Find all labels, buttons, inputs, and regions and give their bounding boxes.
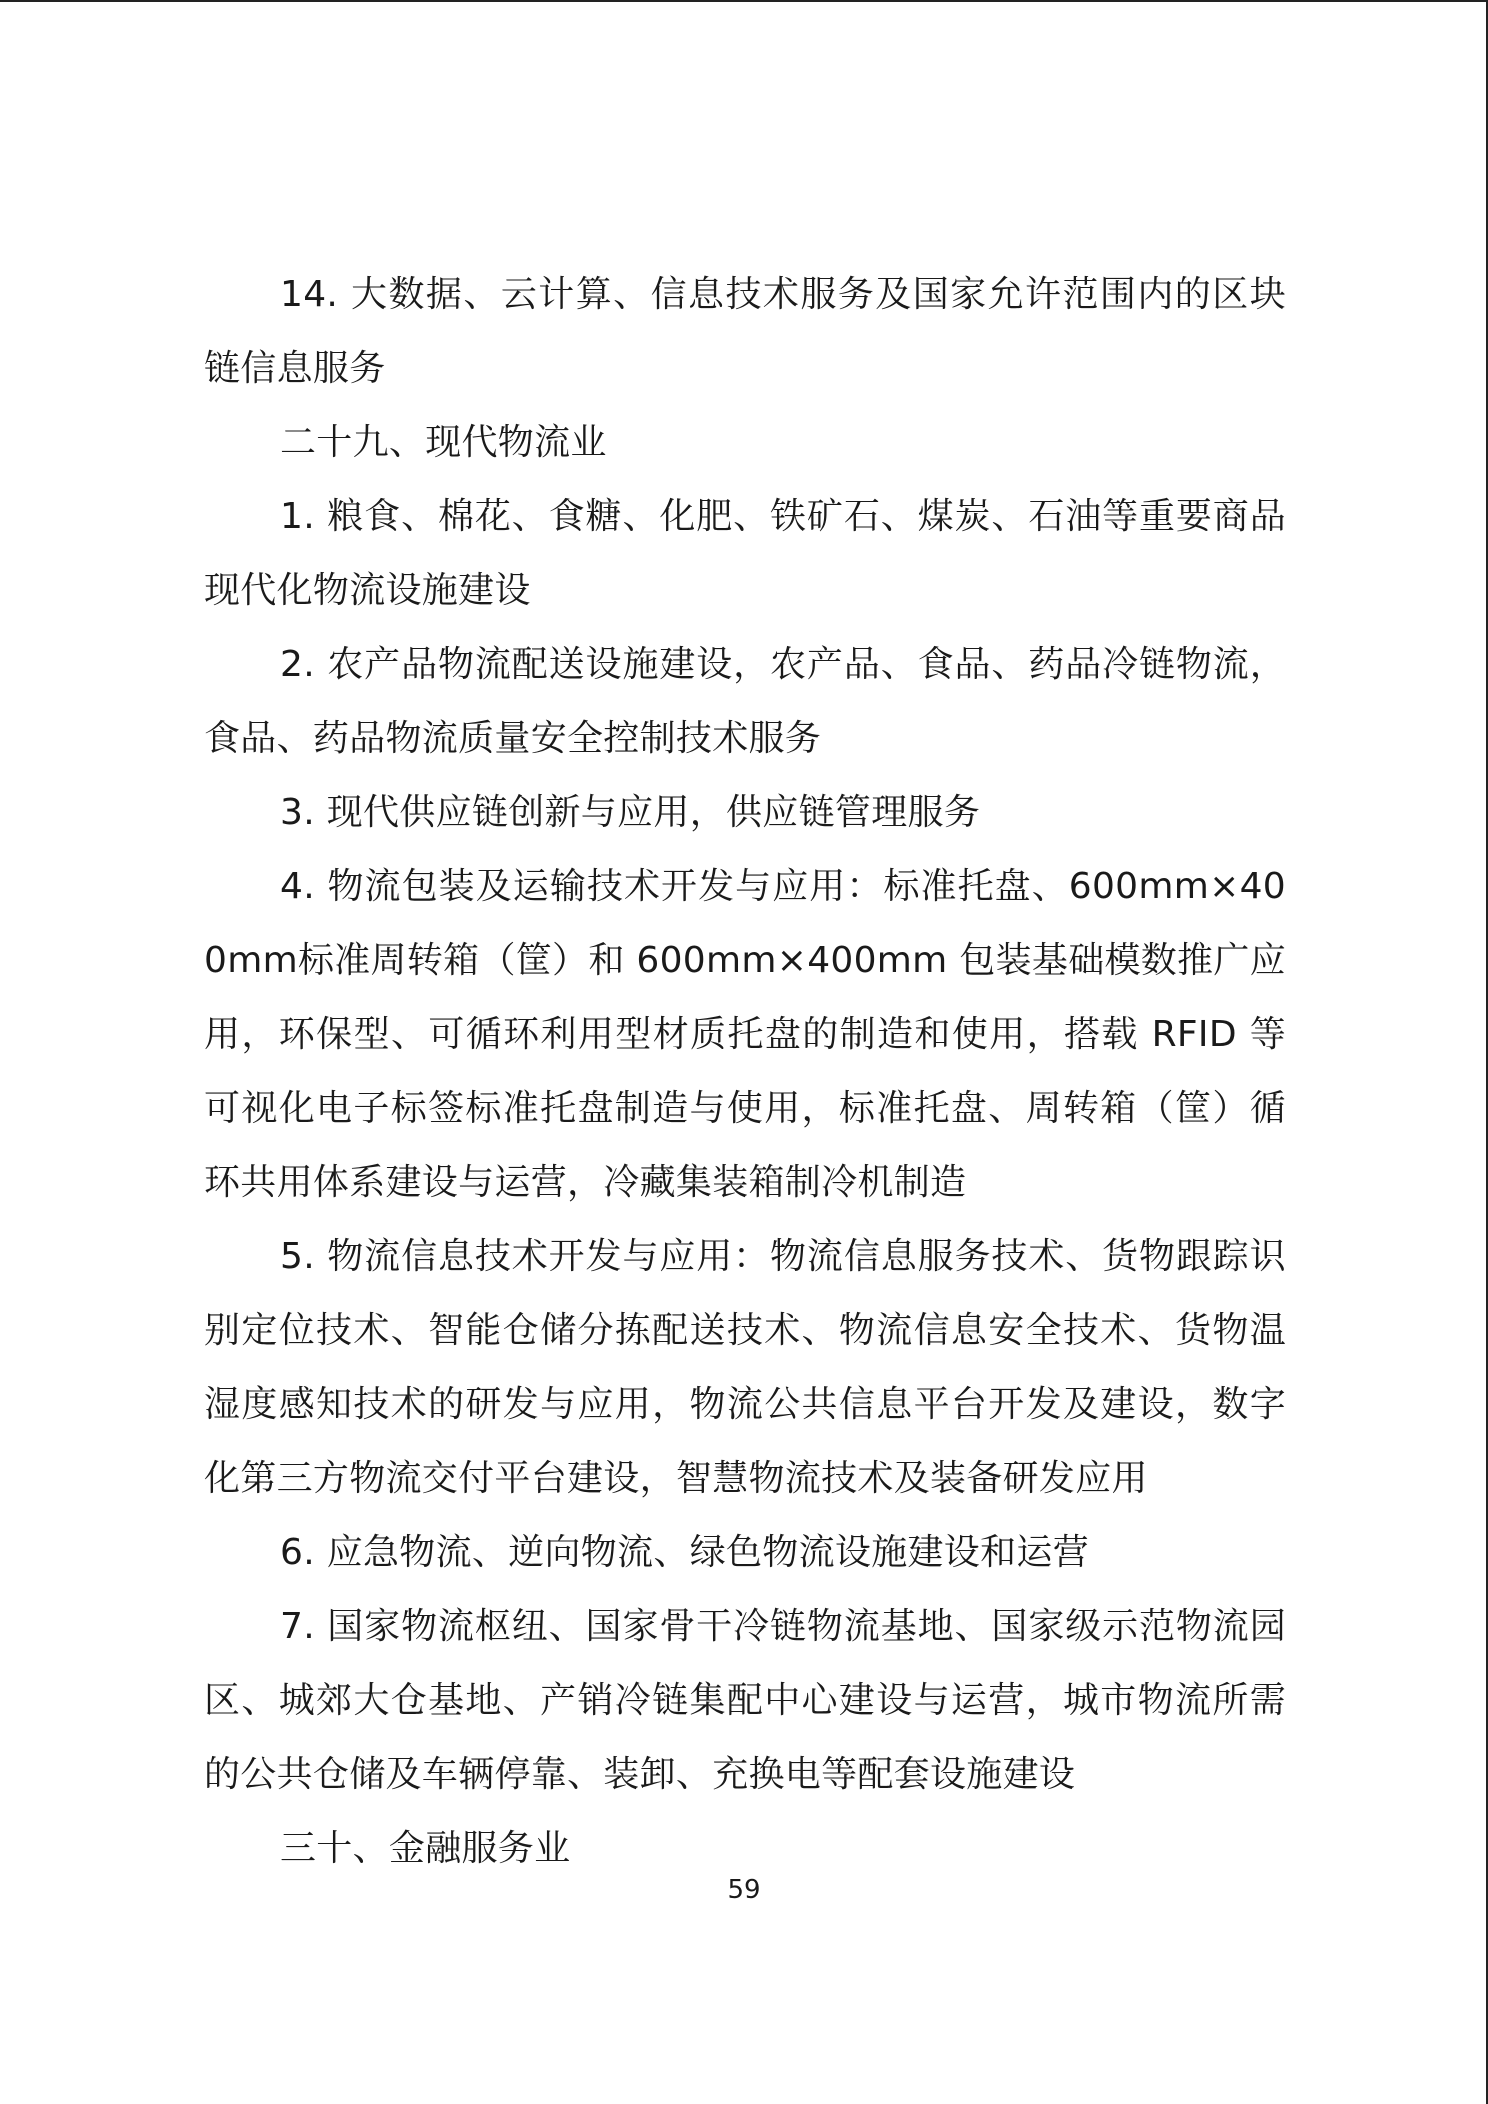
paragraph-item-7: 7. 国家物流枢纽、国家骨干冷链物流基地、国家级示范物流园区、城郊大仓基地、产销冷链集配中心建设与运营，城市物流所需的公共仓储及车辆停靠、装卸、充换电等配套设施建设 [204,1606,1286,1795]
paragraph-item-2: 2. 农产品物流配送设施建设，农产品、食品、药品冷链物流，食品、药品物流质量安全控制技术服务 [204,644,1286,759]
document-body [204,258,1286,1886]
paragraph-item-5: 5. 物流信息技术开发与应用：物流信息服务技术、货物跟踪识别定位技术、智能仓储分拣配送技术、物流信息安全技术、货物温湿度感知技术的研发与应用，物流公共信息平台开发及建设，数字化第三方物流交付平台建设，智慧物流技术及装备研发应用 [204,1236,1286,1499]
paragraph-item-4: 4. 物流包装及运输技术开发与应用：标准托盘、600mm×400mm标准周转箱（筐）和 600mm×400mm 包装基础模数推广应用，环保型、可循环利用型材质托盘的制造和使用，搭载 RFID 等可视化电子标签标准托盘制造与使用，标准托盘、周转箱（筐）循环共用体系建设与运营，冷藏集装箱制冷机制造 [204,866,1286,1203]
page-top-border [0,0,1488,2]
section-heading-30: 三十、金融服务业 [280,1828,571,1869]
page-number: 59 [727,1875,761,1905]
paragraph-item-1: 1. 粮食、棉花、食糖、化肥、铁矿石、煤炭、石油等重要商品现代化物流设施建设 [204,496,1286,611]
paragraph-item-3: 3. 现代供应链创新与应用，供应链管理服务 [280,792,981,833]
paragraph-item-6: 6. 应急物流、逆向物流、绿色物流设施建设和运营 [280,1532,1089,1573]
section-heading-29: 二十九、现代物流业 [280,422,607,463]
paragraph-item-14: 14. 大数据、云计算、信息技术服务及国家允许范围内的区块链信息服务 [204,274,1286,389]
